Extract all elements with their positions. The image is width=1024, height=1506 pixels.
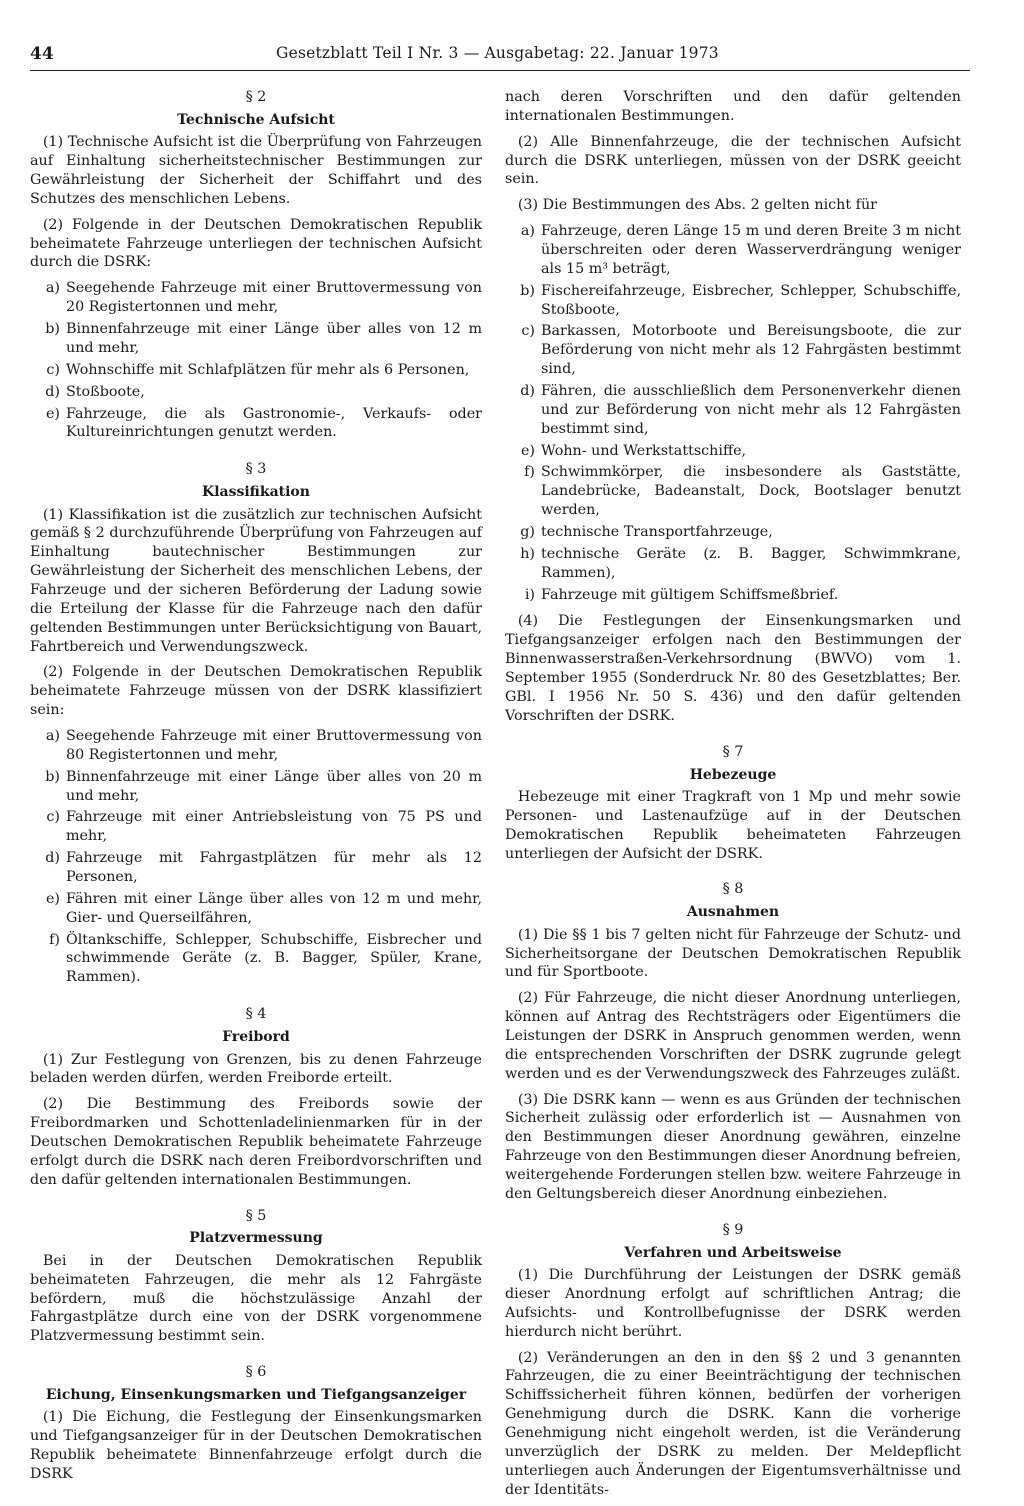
section-9-paragraph-2: (2) Veränderungen an den in den §§ 2 und 3 genannten Fahrzeugen, die zu einer Beeinträchtigung der technischen Schiffssicherheit führen können, bedürfen der vorherigen Genehmigung durch die DSRK. Kann die vorherige Genehmigung nicht eingeholt werden, ist die Veränderung unverzüglich der DSRK zu melden. Der Meldepflicht unterliegen auch Änderungen der Eigentumsverhältnisse und der Identitäts- xyxy=(505,1349,961,1498)
list-item-text: Fahrzeuge mit Fahrgastplätzen für mehr als 12 Personen, xyxy=(66,850,482,886)
section-4-title: Freibord xyxy=(222,1029,290,1046)
section-9-title: Verfahren und Arbeitsweise xyxy=(624,1244,842,1261)
section-6-title: Eichung, Einsenkungsmarken und Tiefgangsanzeiger xyxy=(45,1387,467,1403)
list-item xyxy=(30,890,482,928)
list-item-text: Seegehende Fahrzeuge mit einer Bruttovermessung von 80 Registertonnen und mehr, xyxy=(66,728,482,763)
list-item-label: b) xyxy=(45,768,60,785)
list-item-text: Fahrzeuge mit gültigem Schiffsmeßbrief. xyxy=(541,586,839,603)
list-item-text: Binnenfahrzeuge mit einer Länge über alles von 20 m und mehr, xyxy=(66,768,482,804)
list-item-label: c) xyxy=(46,809,60,826)
list-item xyxy=(30,727,482,765)
list-item xyxy=(30,849,482,887)
list-item-text: Fischereifahrzeuge, Eisbrecher, Schlepper, Schubschiffe, Stoßboote, xyxy=(541,282,961,318)
list-item-text: Barkassen, Motorboote und Bereisungsboote, die zur Beförderung von nicht mehr als 12 Fahrgästen bestimmt sind, xyxy=(541,323,961,378)
list-item-label: f) xyxy=(49,931,60,948)
list-item xyxy=(505,442,961,461)
list-item-label: b) xyxy=(520,282,535,299)
list-item xyxy=(30,931,482,988)
list-item-text: Binnenfahrzeuge mit einer Länge über alles von 12 m und mehr, xyxy=(66,321,482,356)
section-6-paragraph-3: (3) Die Bestimmungen des Abs. 2 gelten nicht für xyxy=(517,197,878,214)
section-2-title: Technische Aufsicht xyxy=(177,111,335,128)
right-column xyxy=(505,88,961,1506)
list-item xyxy=(30,808,482,846)
list-item-label: g) xyxy=(520,524,535,541)
list-item-text: Wohnschiffe mit Schlafplätzen für mehr als 6 Personen, xyxy=(66,361,470,378)
list-item xyxy=(505,282,961,320)
list-item xyxy=(30,768,482,806)
section-3-list xyxy=(30,727,482,987)
list-item-text: Wohn- und Werkstattschiffe, xyxy=(541,442,747,459)
section-8-paragraph-1: (1) Die §§ 1 bis 7 gelten nicht für Fahrzeuge der Schutz- und Sicherheitsorgane der Deutschen Demokratischen Republik und für Sportboote. xyxy=(505,926,961,981)
section-5-number: § 5 xyxy=(245,1207,267,1224)
list-item-text: Fähren mit einer Länge über alles von 12 m und mehr, Gier- und Querseilfähren, xyxy=(66,890,482,926)
list-item-label: e) xyxy=(45,405,60,422)
list-item xyxy=(505,222,961,279)
list-item xyxy=(30,383,482,402)
section-3-title: Klassifikation xyxy=(202,484,310,501)
list-item xyxy=(505,322,961,379)
page-header-title: Gesetzblatt Teil I Nr. 3 — Ausgabetag: 22. Januar 1973 xyxy=(276,44,719,62)
section-6-paragraph-1: (1) Die Eichung, die Festlegung der Einsenkungsmarken und Tiefgangsanzeiger für in der Deutschen Demokratischen Republik beheimatete Binnenfahrzeuge erfolgt durch die DSRK xyxy=(30,1409,482,1483)
list-item-text: Stoßboote, xyxy=(66,383,145,400)
section-6-continuation: nach deren Vorschriften und den dafür geltenden internationalen Bestimmungen. xyxy=(505,89,961,124)
section-4-paragraph-1: (1) Zur Festlegung von Grenzen, bis zu denen Fahrzeuge beladen werden dürfen, werden Freiborde erteilt. xyxy=(30,1051,482,1087)
section-8-number: § 8 xyxy=(722,881,744,898)
list-item-text: Fahrzeuge, die als Gastronomie-, Verkaufs- oder Kultureinrichtungen genutzt werden. xyxy=(66,405,482,441)
section-7-title: Hebezeuge xyxy=(689,766,777,783)
list-item xyxy=(505,463,961,520)
section-7-number: § 7 xyxy=(722,743,744,760)
list-item-label: f) xyxy=(524,464,535,481)
list-item-label: e) xyxy=(520,442,535,459)
section-8-paragraph-2: (2) Für Fahrzeuge, die nicht dieser Anordnung unterliegen, können auf Antrag des Rechtsträgers oder Eigentümers die Leistungen der DSRK in Anspruch genommen werden, wenn die entsprechenden Vorschriften der DSRK zugrunde gelegt werden und es der Verwendungszweck des Fahrzeuges zuläßt. xyxy=(505,990,961,1082)
list-item-label: b) xyxy=(45,321,60,338)
section-6-paragraph-2: (2) Alle Binnenfahrzeuge, die der technischen Aufsicht durch die DSRK unterliegen, müssen von der DSRK geeicht sein. xyxy=(505,133,961,188)
list-item xyxy=(505,382,961,439)
list-item xyxy=(505,586,961,605)
list-item-label: c) xyxy=(46,361,60,378)
section-4-number: § 4 xyxy=(245,1006,267,1023)
list-item-label: a) xyxy=(520,223,535,240)
section-5-title: Platzvermessung xyxy=(189,1230,323,1247)
list-item-text: Fahrzeuge mit einer Antriebsleistung von 75 PS und mehr, xyxy=(66,809,482,845)
section-7-paragraph-1: Hebezeuge mit einer Tragkraft von 1 Mp und mehr sowie Personen- und Lastenaufzüge auf in der Deutschen Demokratischen Republik beheimateten Fahrzeugen unterliegen der Aufsicht der DSRK. xyxy=(505,788,961,862)
list-item xyxy=(30,320,482,358)
list-item-label: e) xyxy=(45,890,60,907)
list-item-label: d) xyxy=(520,383,535,400)
list-item-label: i) xyxy=(524,586,535,603)
list-item-text: Fahrzeuge, deren Länge 15 m und deren Breite 3 m nicht überschreiten oder deren Wasserverdrängung weniger als 15 m³ beträgt, xyxy=(541,223,961,277)
list-item xyxy=(505,523,961,542)
section-6-list xyxy=(505,222,961,604)
section-2-number: § 2 xyxy=(245,89,267,105)
list-item-text: Öltankschiffe, Schlepper, Schubschiffe, Eisbrecher und schwimmende Geräte (z. B. Bagger, Spüler, Krane, Rammen). xyxy=(66,931,482,986)
list-item-label: a) xyxy=(45,728,60,744)
section-6-paragraph-4: (4) Die Festlegungen der Einsenkungsmarken und Tiefgangsanzeiger erfolgen nach den Bestimmungen der Binnenwasserstraßen-Verkehrsordnung (BWVO) vom 1. September 1955 (Sonderdruck Nr. 80 des Gesetzblattes; Ber. GBl. I 1956 Nr. 50 S. 436) und den dafür geltenden Vorschriften der DSRK. xyxy=(505,613,961,724)
section-8-paragraph-3: (3) Die DSRK kann — wenn es aus Gründen der technischen Sicherheit zulässig oder erforderlich ist — Ausnahmen von den Bestimmungen dieser Anordnung gewähren, einzelne Fahrzeuge von den Bestimmungen dieser Anordnung befreien, weitergehende Forderungen stellen bzw. weitere Fahrzeuge in den Geltungsbereich dieser Anordnung einbeziehen. xyxy=(505,1091,961,1202)
section-3-paragraph-1: (1) Klassifikation ist die zusätzlich zur technischen Aufsicht gemäß § 2 durchzuführende Überprüfung von Fahrzeugen auf Einhaltung bautechnischer Bestimmungen zur Gewährleistung der Sicherheit des menschlichen Lebens, der Fahrzeuge und der sicheren Beförderung der Ladung sowie die Erteilung der Klasse für die Fahrzeuge nach den dafür geltenden Bestimmungen unter Berücksichtigung von Bauart, Fahrtbereich und Verwendungszweck. xyxy=(30,506,482,655)
section-2-paragraph-1: (1) Technische Aufsicht ist die Überprüfung von Fahrzeugen auf Einhaltung sicherheitstechnischer Bestimmungen zur Gewährleistung der Sicherheit der Schiffahrt und des Schutzes des menschlichen Lebens. xyxy=(30,134,482,207)
section-9-paragraph-1: (1) Die Durchführung der Leistungen der DSRK gemäß dieser Anordnung erfolgt auf schriftlichen Antrag; die Aufsichts- und Kontrollbefugnisse der DSRK werden hierdurch nicht berührt. xyxy=(505,1267,961,1340)
list-item xyxy=(505,545,961,583)
section-9-number: § 9 xyxy=(722,1221,744,1238)
section-4-paragraph-2: (2) Die Bestimmung des Freibords sowie der Freibordmarken und Schottenladelinienmarken für in der Deutschen Demokratischen Republik beheimatete Fahrzeuge erfolgt durch die DSRK nach deren Freibordvorschriften und den dafür geltenden internationalen Bestimmungen. xyxy=(30,1096,482,1188)
list-item-text: technische Geräte (z. B. Bagger, Schwimmkrane, Rammen), xyxy=(541,545,961,581)
section-8-title: Ausnahmen xyxy=(686,904,780,921)
list-item-text: technische Transportfahrzeuge, xyxy=(541,524,773,541)
left-column xyxy=(30,88,482,1491)
list-item-label: c) xyxy=(521,323,535,340)
section-3-paragraph-2: (2) Folgende in der Deutschen Demokratischen Republik beheimatete Fahrzeuge müssen von der DSRK klassifiziert sein: xyxy=(30,664,482,719)
page-number: 44 xyxy=(30,44,54,64)
section-5-paragraph-1: Bei in der Deutschen Demokratischen Republik beheimateten Fahrzeugen, die mehr als 12 Fahrgäste befördern, muß die höchstzulässige Anzahl der Fahrgastplätze durch eine von der DSRK vorgenommene Platzvermessung bestimmt sein. xyxy=(30,1252,482,1345)
list-item xyxy=(30,405,482,443)
section-6-number: § 6 xyxy=(245,1364,267,1381)
list-item-text: Fähren, die ausschließlich dem Personenverkehr dienen und zur Beförderung von nicht mehr als 12 Fahrgästen bestimmt sind, xyxy=(541,383,961,437)
list-item-text: Schwimmkörper, die insbesondere als Gaststätte, Landebrücke, Badeanstalt, Dock, Bootslager benutzt werden, xyxy=(541,464,961,519)
section-2-list xyxy=(30,279,482,442)
header-rule xyxy=(30,70,970,71)
list-item xyxy=(30,361,482,380)
section-3-number: § 3 xyxy=(245,461,267,478)
list-item-label: d) xyxy=(45,850,60,867)
list-item xyxy=(30,279,482,317)
section-2-paragraph-2: (2) Folgende in der Deutschen Demokratischen Republik beheimatete Fahrzeuge unterliegen der technischen Aufsicht durch die DSRK: xyxy=(30,216,482,271)
list-item-label: d) xyxy=(45,383,60,400)
list-item-label: h) xyxy=(520,545,535,562)
list-item-label: a) xyxy=(45,280,60,297)
list-item-text: Seegehende Fahrzeuge mit einer Bruttovermessung von 20 Registertonnen und mehr, xyxy=(66,280,482,316)
